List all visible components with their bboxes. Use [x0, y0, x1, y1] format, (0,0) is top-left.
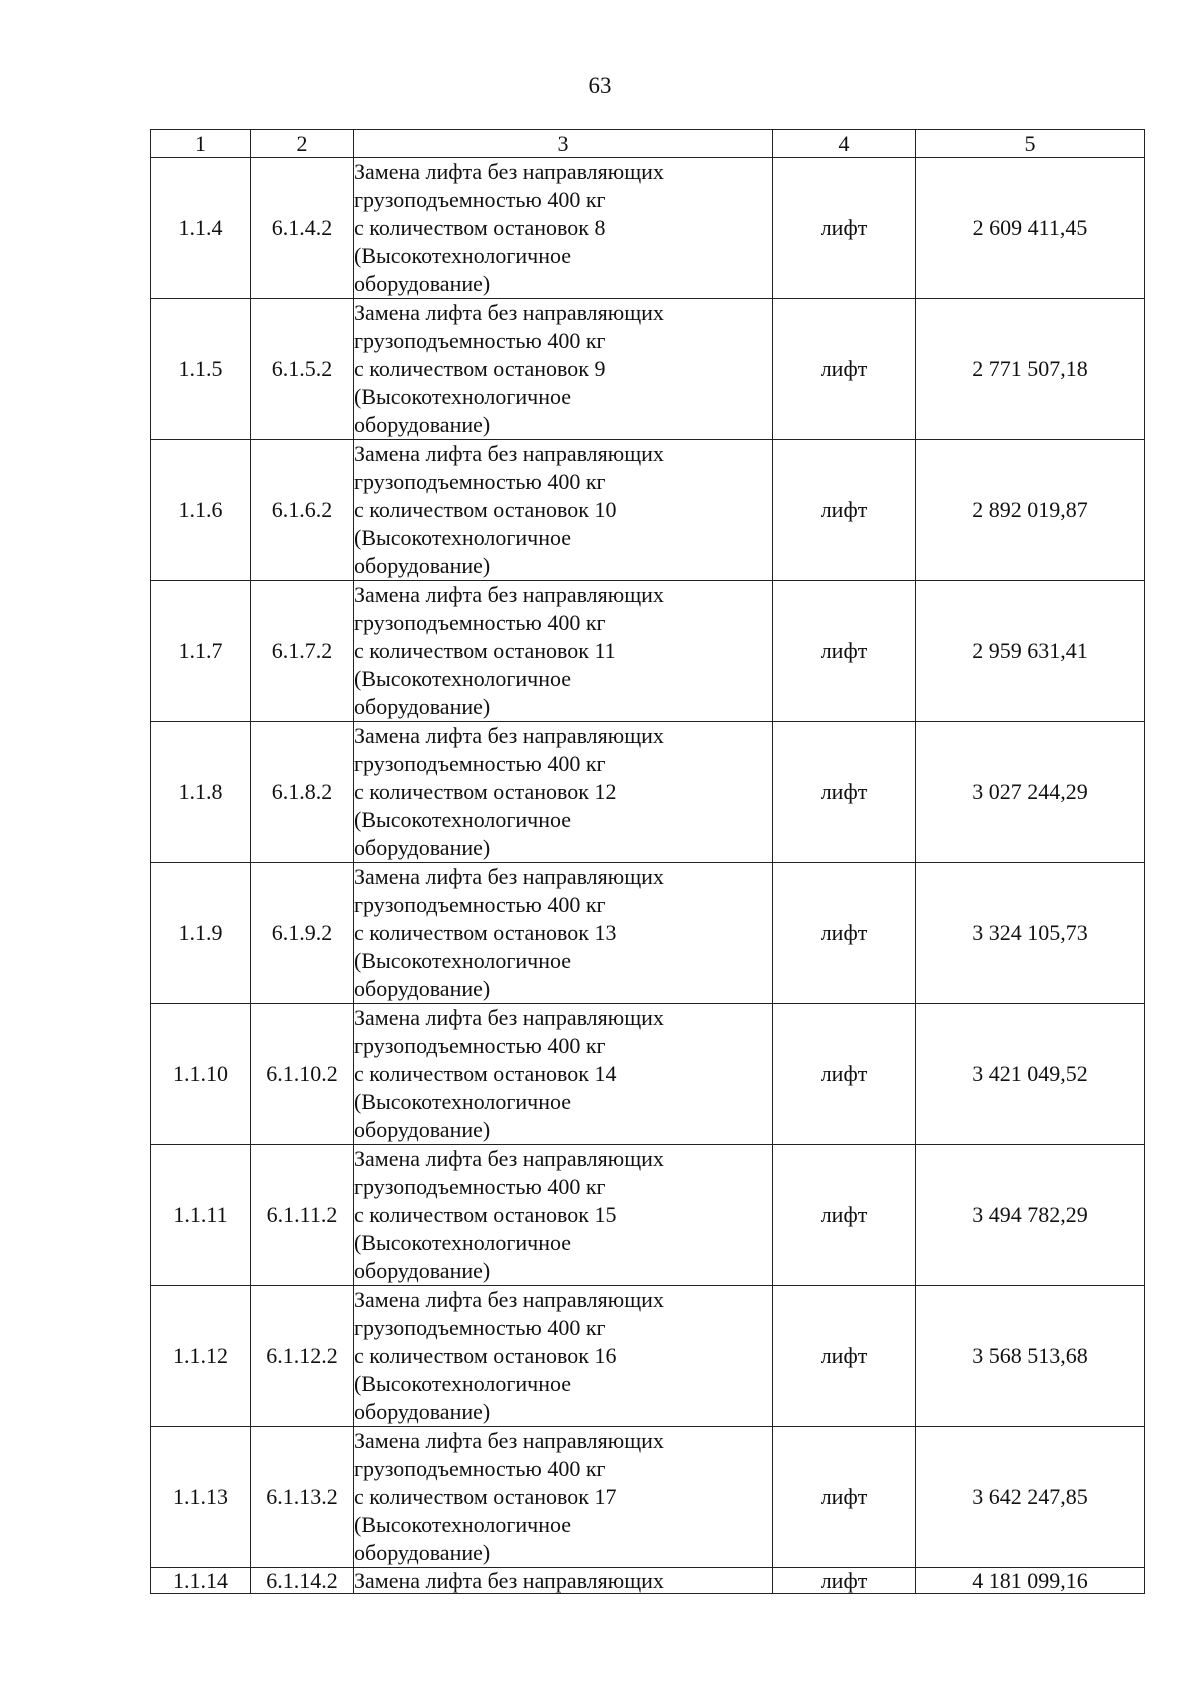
- item-number: 1.1.12: [151, 1286, 251, 1427]
- description-line: грузоподъемностью 400 кг: [354, 1456, 606, 1481]
- header-col-4: 4: [773, 130, 916, 158]
- item-unit: лифт: [773, 863, 916, 1004]
- item-unit: лифт: [773, 1427, 916, 1568]
- description-line: (Высокотехнологичное: [354, 1230, 572, 1255]
- item-price: 3 568 513,68: [916, 1286, 1145, 1427]
- item-number: 1.1.8: [151, 722, 251, 863]
- item-number: 1.1.9: [151, 863, 251, 1004]
- item-unit: лифт: [773, 1004, 916, 1145]
- description-line: грузоподъемностью 400 кг: [354, 187, 606, 212]
- description-line: (Высокотехнологичное: [354, 243, 572, 268]
- description-line: оборудование): [354, 1399, 491, 1424]
- description-line: (Высокотехнологичное: [354, 948, 572, 973]
- description-line: оборудование): [354, 412, 491, 437]
- description-line: грузоподъемностью 400 кг: [354, 328, 606, 353]
- item-unit: лифт: [773, 1286, 916, 1427]
- item-number: 1.1.4: [151, 158, 251, 299]
- header-col-3: 3: [354, 130, 773, 158]
- item-description: [354, 1004, 773, 1145]
- item-price: 2 771 507,18: [916, 299, 1145, 440]
- header-col-1: 1: [151, 130, 251, 158]
- table-header-row: [151, 130, 1145, 158]
- description-line: оборудование): [354, 1540, 491, 1565]
- description-line: грузоподъемностью 400 кг: [354, 1174, 606, 1199]
- description-line: с количеством остановок 12: [354, 779, 617, 804]
- table-row: [151, 722, 1145, 863]
- description-line: грузоподъемностью 400 кг: [354, 751, 606, 776]
- description-line: грузоподъемностью 400 кг: [354, 1033, 606, 1058]
- item-unit: лифт: [773, 299, 916, 440]
- description-line: с количеством остановок 14: [354, 1061, 617, 1086]
- item-description: [354, 1145, 773, 1286]
- item-price: 3 027 244,29: [916, 722, 1145, 863]
- table-row: [151, 440, 1145, 581]
- item-description: [354, 299, 773, 440]
- item-price: 3 642 247,85: [916, 1427, 1145, 1568]
- item-code: 6.1.9.2: [251, 863, 354, 1004]
- item-number: 1.1.11: [151, 1145, 251, 1286]
- item-code: 6.1.12.2: [251, 1286, 354, 1427]
- item-unit: лифт: [773, 581, 916, 722]
- item-description: [354, 440, 773, 581]
- item-unit: лифт: [773, 440, 916, 581]
- item-number: 1.1.6: [151, 440, 251, 581]
- item-code: 6.1.4.2: [251, 158, 354, 299]
- description-line: с количеством остановок 9: [354, 356, 606, 381]
- description-line: грузоподъемностью 400 кг: [354, 1315, 606, 1340]
- description-line: грузоподъемностью 400 кг: [354, 892, 606, 917]
- table-row: [151, 581, 1145, 722]
- item-description: [354, 722, 773, 863]
- item-price: 3 494 782,29: [916, 1145, 1145, 1286]
- item-unit: лифт: [773, 1145, 916, 1286]
- description-line: Замена лифта без направляющих: [354, 159, 664, 184]
- item-code: 6.1.14.2: [251, 1568, 354, 1594]
- item-price: 3 421 049,52: [916, 1004, 1145, 1145]
- description-line: грузоподъемностью 400 кг: [354, 610, 606, 635]
- item-price: 2 892 019,87: [916, 440, 1145, 581]
- description-line: оборудование): [354, 694, 491, 719]
- description-line: с количеством остановок 10: [354, 497, 617, 522]
- description-line: оборудование): [354, 976, 491, 1001]
- description-line: с количеством остановок 17: [354, 1484, 617, 1509]
- item-number: 1.1.5: [151, 299, 251, 440]
- description-line: (Высокотехнологичное: [354, 1512, 572, 1537]
- item-price: 2 609 411,45: [916, 158, 1145, 299]
- description-line: (Высокотехнологичное: [354, 807, 572, 832]
- item-price: 3 324 105,73: [916, 863, 1145, 1004]
- item-description: [354, 863, 773, 1004]
- description-line: (Высокотехнологичное: [354, 384, 572, 409]
- item-number: 1.1.13: [151, 1427, 251, 1568]
- description-line: Замена лифта без направляющих: [354, 864, 664, 889]
- description-line: с количеством остановок 15: [354, 1202, 617, 1227]
- table-row: [151, 863, 1145, 1004]
- description-line: оборудование): [354, 1258, 491, 1283]
- description-line: (Высокотехнологичное: [354, 1089, 572, 1114]
- description-line: (Высокотехнологичное: [354, 666, 572, 691]
- description-line: Замена лифта без направляющих: [354, 441, 664, 466]
- header-col-2: 2: [251, 130, 354, 158]
- item-code: 6.1.6.2: [251, 440, 354, 581]
- item-code: 6.1.5.2: [251, 299, 354, 440]
- table-row: [151, 1286, 1145, 1427]
- item-description: [354, 1286, 773, 1427]
- description-line: (Высокотехнологичное: [354, 525, 572, 550]
- table-row: [151, 1427, 1145, 1568]
- item-code: 6.1.13.2: [251, 1427, 354, 1568]
- item-number: 1.1.10: [151, 1004, 251, 1145]
- description-line: с количеством остановок 16: [354, 1343, 617, 1368]
- description-line: грузоподъемностью 400 кг: [354, 469, 606, 494]
- description-line: Замена лифта без направляющих: [354, 1287, 664, 1312]
- item-price: 2 959 631,41: [916, 581, 1145, 722]
- item-code: 6.1.11.2: [251, 1145, 354, 1286]
- item-number: 1.1.7: [151, 581, 251, 722]
- item-price: 4 181 099,16: [916, 1568, 1145, 1594]
- table-row: [151, 158, 1145, 299]
- item-description: [354, 1427, 773, 1568]
- item-code: 6.1.10.2: [251, 1004, 354, 1145]
- header-col-5: 5: [916, 130, 1145, 158]
- item-number: 1.1.14: [151, 1568, 251, 1594]
- description-line: Замена лифта без направляющих: [354, 1568, 664, 1593]
- item-description: [354, 581, 773, 722]
- table-row: [151, 1004, 1145, 1145]
- table-row: [151, 1145, 1145, 1286]
- description-line: с количеством остановок 11: [354, 638, 616, 663]
- description-line: оборудование): [354, 835, 491, 860]
- description-line: Замена лифта без направляющих: [354, 1005, 664, 1030]
- item-code: 6.1.7.2: [251, 581, 354, 722]
- description-line: с количеством остановок 8: [354, 215, 606, 240]
- item-unit: лифт: [773, 722, 916, 863]
- item-code: 6.1.8.2: [251, 722, 354, 863]
- description-line: оборудование): [354, 553, 491, 578]
- item-description: [354, 1568, 773, 1594]
- table-row: [151, 1568, 1145, 1594]
- item-description: [354, 158, 773, 299]
- description-line: Замена лифта без направляющих: [354, 723, 664, 748]
- table-row: [151, 299, 1145, 440]
- price-table: [150, 129, 1145, 1594]
- description-line: оборудование): [354, 271, 491, 296]
- description-line: с количеством остановок 13: [354, 920, 617, 945]
- description-line: Замена лифта без направляющих: [354, 1146, 664, 1171]
- description-line: оборудование): [354, 1117, 491, 1142]
- description-line: Замена лифта без направляющих: [354, 1428, 664, 1453]
- description-line: (Высокотехнологичное: [354, 1371, 572, 1396]
- description-line: Замена лифта без направляющих: [354, 582, 664, 607]
- description-line: Замена лифта без направляющих: [354, 300, 664, 325]
- page-number: 63: [588, 73, 612, 98]
- item-unit: лифт: [773, 158, 916, 299]
- item-unit: лифт: [773, 1568, 916, 1594]
